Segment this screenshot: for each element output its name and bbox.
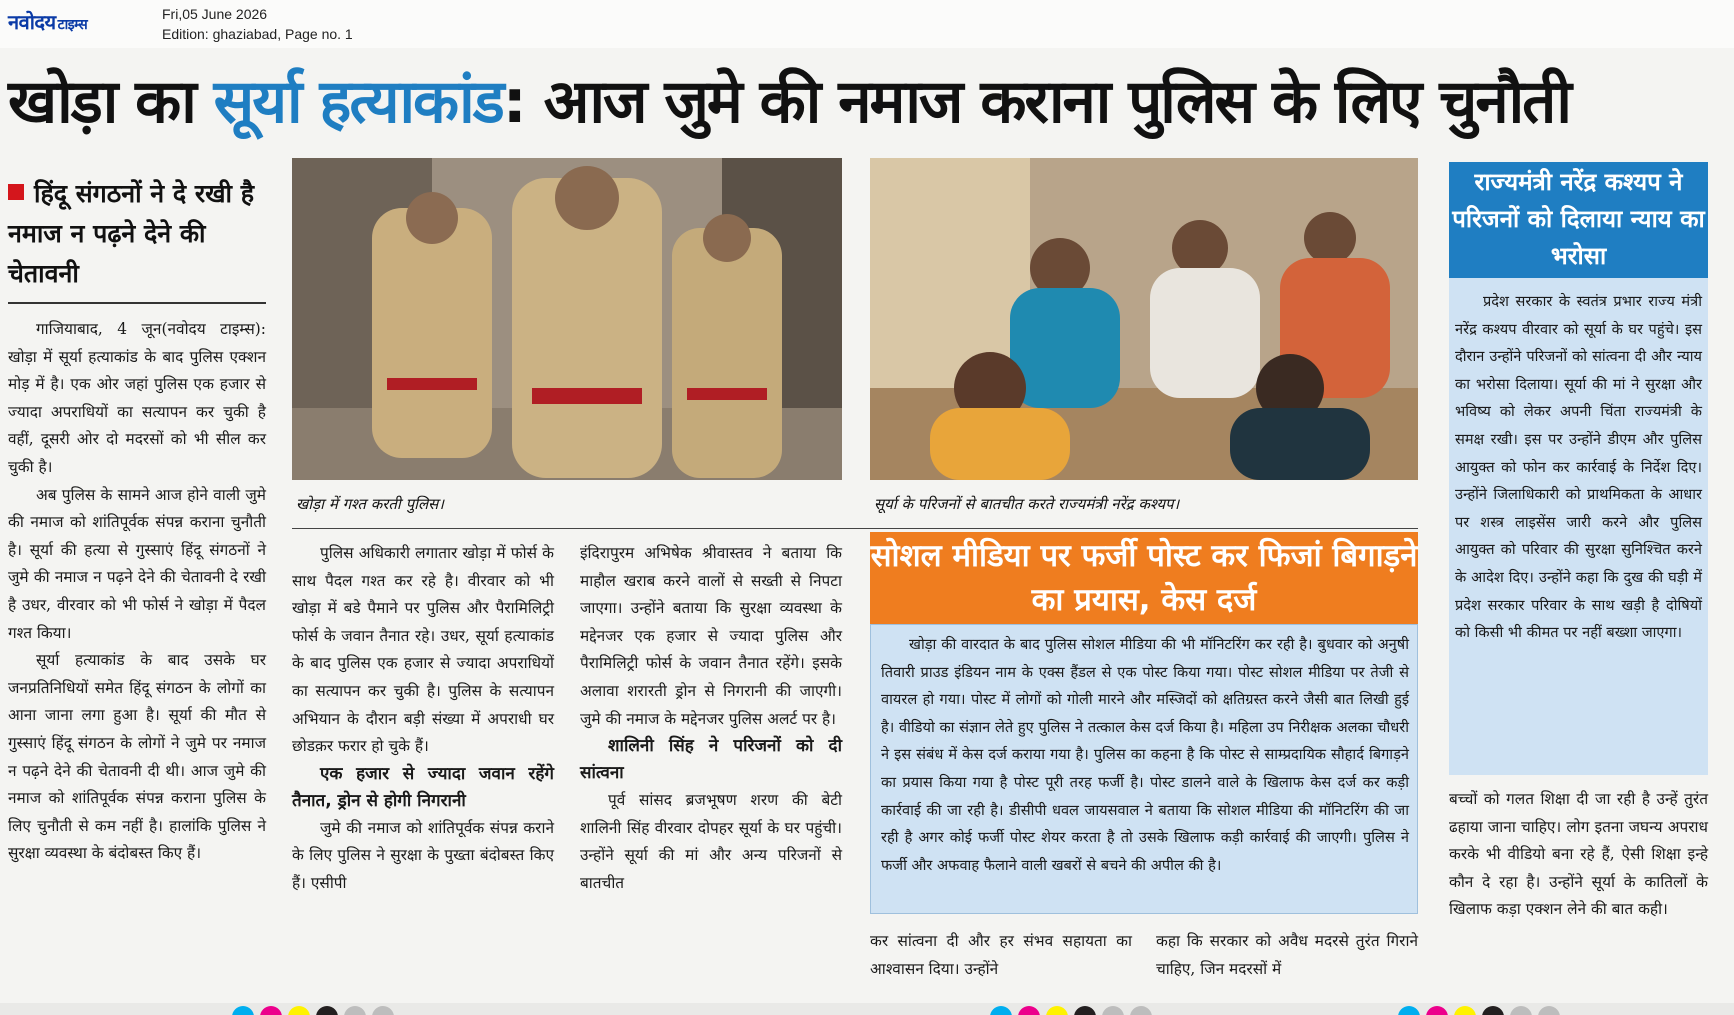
paragraph: प्रदेश सरकार के स्वतंत्र प्रभार राज्य मंत्री नरेंद्र कश्यप वीरवार को सूर्या के घर पहुंचे। इस दौरान उन्होंने परिजनों को सांत्वना दी और न्याय का भरोसा दिलाया। सूर्या की मां ने सुरक्षा और भविष्य को लेकर अपनी चिंता राज्यमंत्री के समक्ष रखी। इस पर उन्होंने डीएम और पुलिस आयुक्त को फोन कर कार्रवाई के निर्देश दिए। उन्होंने जिलाधिकारी को प्राथमिकता के आधार पर शस्त्र लाइसेंस जारी करने और पुलिस आयुक्त को परिवार की सुरक्षा सुनिश्चित करने के आदेश दिए। उन्होंने कहा कि दुख की घड़ी में प्रदेश सरकार परिवार के साथ खड़ी है दोषियों को किसी भी कीमत पर नहीं बख्शा जाएगा। (1455, 293, 1702, 642)
newspaper-logo (8, 8, 87, 35)
paragraph: कर सांत्वना दी और हर संभव सहायता का आश्वासन दिया। उन्होंने (870, 932, 1132, 978)
paragraph: बच्चों को गलत शिक्षा दी जा रही है उन्हें तुरंत ढहाया जाना चाहिए। लोग इतना जघन्य अपराध करके भी वीडियो बना रहे हैं, ऐसी शिक्षा इन्हे कौन दे रहा है। उन्होंने सूर्या के कातिलों के खिलाफ कड़ा एक्शन लेने की बात कही। (1449, 790, 1708, 919)
minister-box (1449, 278, 1708, 775)
registration-dot (372, 1006, 394, 1015)
bottom-mid-left (870, 928, 1132, 983)
paragraph: कहा कि सरकार को अवैध मदरसे तुरंत गिराने चाहिए, जिन मदरसों में (1156, 932, 1418, 978)
paragraph: गाजियाबाद, 4 जून(नवोदय टाइम्स): खोड़ा में सूर्या हत्याकांड के बाद पुलिस एक्शन मोड़ में है। एक ओर जहां पुलिस एक हजार से ज्यादा अपराधियों का सत्यापन कर चुकी है वहीं, दूसरी ओर दो मदरसों को भी सील कर चुकी है। (8, 320, 266, 476)
registration-dot (344, 1006, 366, 1015)
photo-caption-left: खोड़ा में गश्त करती पुलिस। (296, 495, 444, 513)
registration-dot (316, 1006, 338, 1015)
subheading: एक हजार से ज्यादा जवान रहेंगे तैनात, ड्रोन से होगी निगरानी (292, 763, 554, 811)
masthead (0, 0, 1734, 48)
registration-dot (1510, 1006, 1532, 1015)
registration-dot (288, 1006, 310, 1015)
registration-dot (260, 1006, 282, 1015)
print-registration-marks (990, 1006, 1152, 1015)
headline-part2: : आज जुमे की नमाज कराना पुलिस के लिए चुनौती (502, 67, 1570, 137)
subheading: शालिनी सिंह ने परिजनों को दी सांत्वना (580, 736, 842, 784)
registration-dot (1102, 1006, 1124, 1015)
photo-minister-family (870, 158, 1418, 480)
bottom-mid-right (1156, 928, 1418, 983)
minister-body (1455, 288, 1702, 647)
paragraph: अब पुलिस के सामने आज होने वाली जुमे की नमाज को शांतिपूर्वक संपन्न कराना चुनौती है। सूर्या की हत्या से गुस्साएं हिंदू संगठनों ने जुमे की नमाज न पढ़ने देने की चेतावनी दे रखी है उधर, वीरवार को भी फोर्स ने खोड़ा में पैदल गश्त किया। (8, 485, 266, 642)
registration-dot (1130, 1006, 1152, 1015)
side-story-title (8, 174, 266, 294)
bottom-right-body (1449, 786, 1708, 924)
social-media-body (881, 631, 1409, 879)
divider (8, 302, 266, 304)
column-2-body (292, 540, 554, 898)
edition-info: Edition: ghaziabad, Page no. 1 (162, 26, 353, 42)
edition-meta (162, 4, 353, 44)
column-3-body (580, 540, 842, 898)
side-story-body (8, 316, 266, 868)
registration-dot (1538, 1006, 1560, 1015)
paragraph: खोड़ा की वारदात के बाद पुलिस सोशल मीडिया की भी मॉनिटरिंग कर रही है। बुधवार को अनुषी तिवारी प्राउड इंडियन नाम के एक्स हैंडल से एक पोस्ट किया गया। पोस्ट सोशल मीडिया पर तेजी से वायरल हो गया। पोस्ट में लोगों को गोली मारने और मस्जिदों को क्षतिग्रस्त करने जैसी बात लिखी हुई है। वीडियो का संज्ञान लेते हुए पुलिस ने तत्काल केस दर्ज किया है। महिला उप निरीक्षक अलका चौधरी ने इस संबंध में केस दर्ज कराया गया है। पुलिस का कहना है कि पोस्ट से साम्प्रदायिक सौहार्द बिगाड़ने का प्रयास किया गया है पोस्ट पूरी तरह फर्जी है। पोस्ट डालने वाले के खिलाफ केस दर्ज कर कड़ी कार्रवाई की जा रही है। डीसीपी धवल जायसवाल ने बताया कि सोशल मीडिया की मॉनिटरिंग की जा रही है अगर कोई फर्जी पोस्ट शेयर करता है तो उसके खिलाफ कड़ी कार्रवाई की जाएगी। पुलिस ने फर्जी और अफवाह फैलाने वाली खबरों से बचने की अपील की है। (881, 636, 1409, 874)
brand-sub: टाइम्स (57, 17, 88, 33)
paragraph: पूर्व सांसद ब्रजभूषण शरण की बेटी शालिनी सिंह वीरवार दोपहर सूर्या के घर पहुंची। उन्होंने सूर्या की मां और अन्य परिजनों से बातचीत (580, 791, 842, 892)
side-story-title-text: हिंदू संगठनों ने दे रखी है नमाज न पढ़ने देने की चेतावनी (8, 179, 254, 288)
print-registration-marks (1398, 1006, 1560, 1015)
red-square-icon (8, 184, 24, 200)
divider (292, 528, 1418, 529)
photo-caption-right: सूर्या के परिजनों से बातचीत करते राज्यमंत्री नरेंद्र कश्यप। (874, 495, 1180, 513)
main-headline (8, 58, 1728, 148)
registration-dot (1426, 1006, 1448, 1015)
registration-dot (1482, 1006, 1504, 1015)
paragraph: जुमे की नमाज को शांतिपूर्वक संपन्न कराने के लिए पुलिस ने सुरक्षा के पुख्ता बंदोबस्त किए हैं। एसीपी (292, 818, 554, 892)
minister-headline: राज्यमंत्री नरेंद्र कश्यप ने परिजनों को दिलाया न्याय का भरोसा (1449, 162, 1708, 278)
social-media-headline: सोशल मीडिया पर फर्जी पोस्ट कर फिजां बिगाड़ने का प्रयास, केस दर्ज (870, 532, 1418, 624)
registration-dot (1398, 1006, 1420, 1015)
paragraph: इंदिरापुरम अभिषेक श्रीवास्तव ने बताया कि माहौल खराब करने वालों से सख्ती से निपटा जाएगा। उन्होंने बताया कि सुरक्षा व्यवस्था के मद्देनजर एक हजार से ज्यादा पुलिस और पैरामिलिट्री फोर्स के जवान तैनात रहेंगे। इसके अलावा शरारती ड्रोन से निगरानी की जाएगी। जुमे की नमाज के मद्देनजर पुलिस अलर्ट पर है। (580, 544, 842, 728)
headline-accent: सूर्या हत्याकांड (213, 67, 503, 137)
registration-dot (1018, 1006, 1040, 1015)
paragraph: सूर्या हत्याकांड के बाद उसके घर जनप्रतिनिधियों समेत हिंदू संगठन के लोगों का आना जाना लगा हुआ है। सूर्या की मौत से गुस्साएं हिंदू संगठन के लोगों ने जुमे पर नमाज न पढ़ने देने की चेतावनी दी थी। आज जुमे की नमाज को शांतिपूर्वक संपन्न कराना पुलिस के लिए चुनौती से कम नहीं है। हालांकि पुलिस ने सुरक्षा व्यवस्था के बंदोबस्त किए हैं। (8, 651, 266, 863)
edition-date: Fri,05 June 2026 (162, 6, 268, 22)
photo-police-patrol (292, 158, 842, 480)
registration-dot (1046, 1006, 1068, 1015)
social-media-box (870, 624, 1418, 914)
print-registration-marks (232, 1006, 394, 1015)
paragraph: पुलिस अधिकारी लगातार खोड़ा में फोर्स के साथ पैदल गश्त कर रहे है। वीरवार को भी खोड़ा में बडे पैमाने पर पुलिस और पैरामिलिट्री फोर्स के जवान तैनात रहे। उधर, सूर्या हत्याकांड के बाद पुलिस एक हजार से ज्यादा अपराधियों का सत्यापन कर चुकी है। पुलिस के सत्यापन अभियान के दौरान बड़ी संख्या में अपराधी घर छोडक़र फरार हो चुके हैं। (292, 544, 554, 756)
headline-part1: खोड़ा का (8, 67, 214, 137)
registration-dot (990, 1006, 1012, 1015)
registration-dot (232, 1006, 254, 1015)
registration-dot (1454, 1006, 1476, 1015)
registration-dot (1074, 1006, 1096, 1015)
brand-main: नवोदय (8, 10, 56, 34)
